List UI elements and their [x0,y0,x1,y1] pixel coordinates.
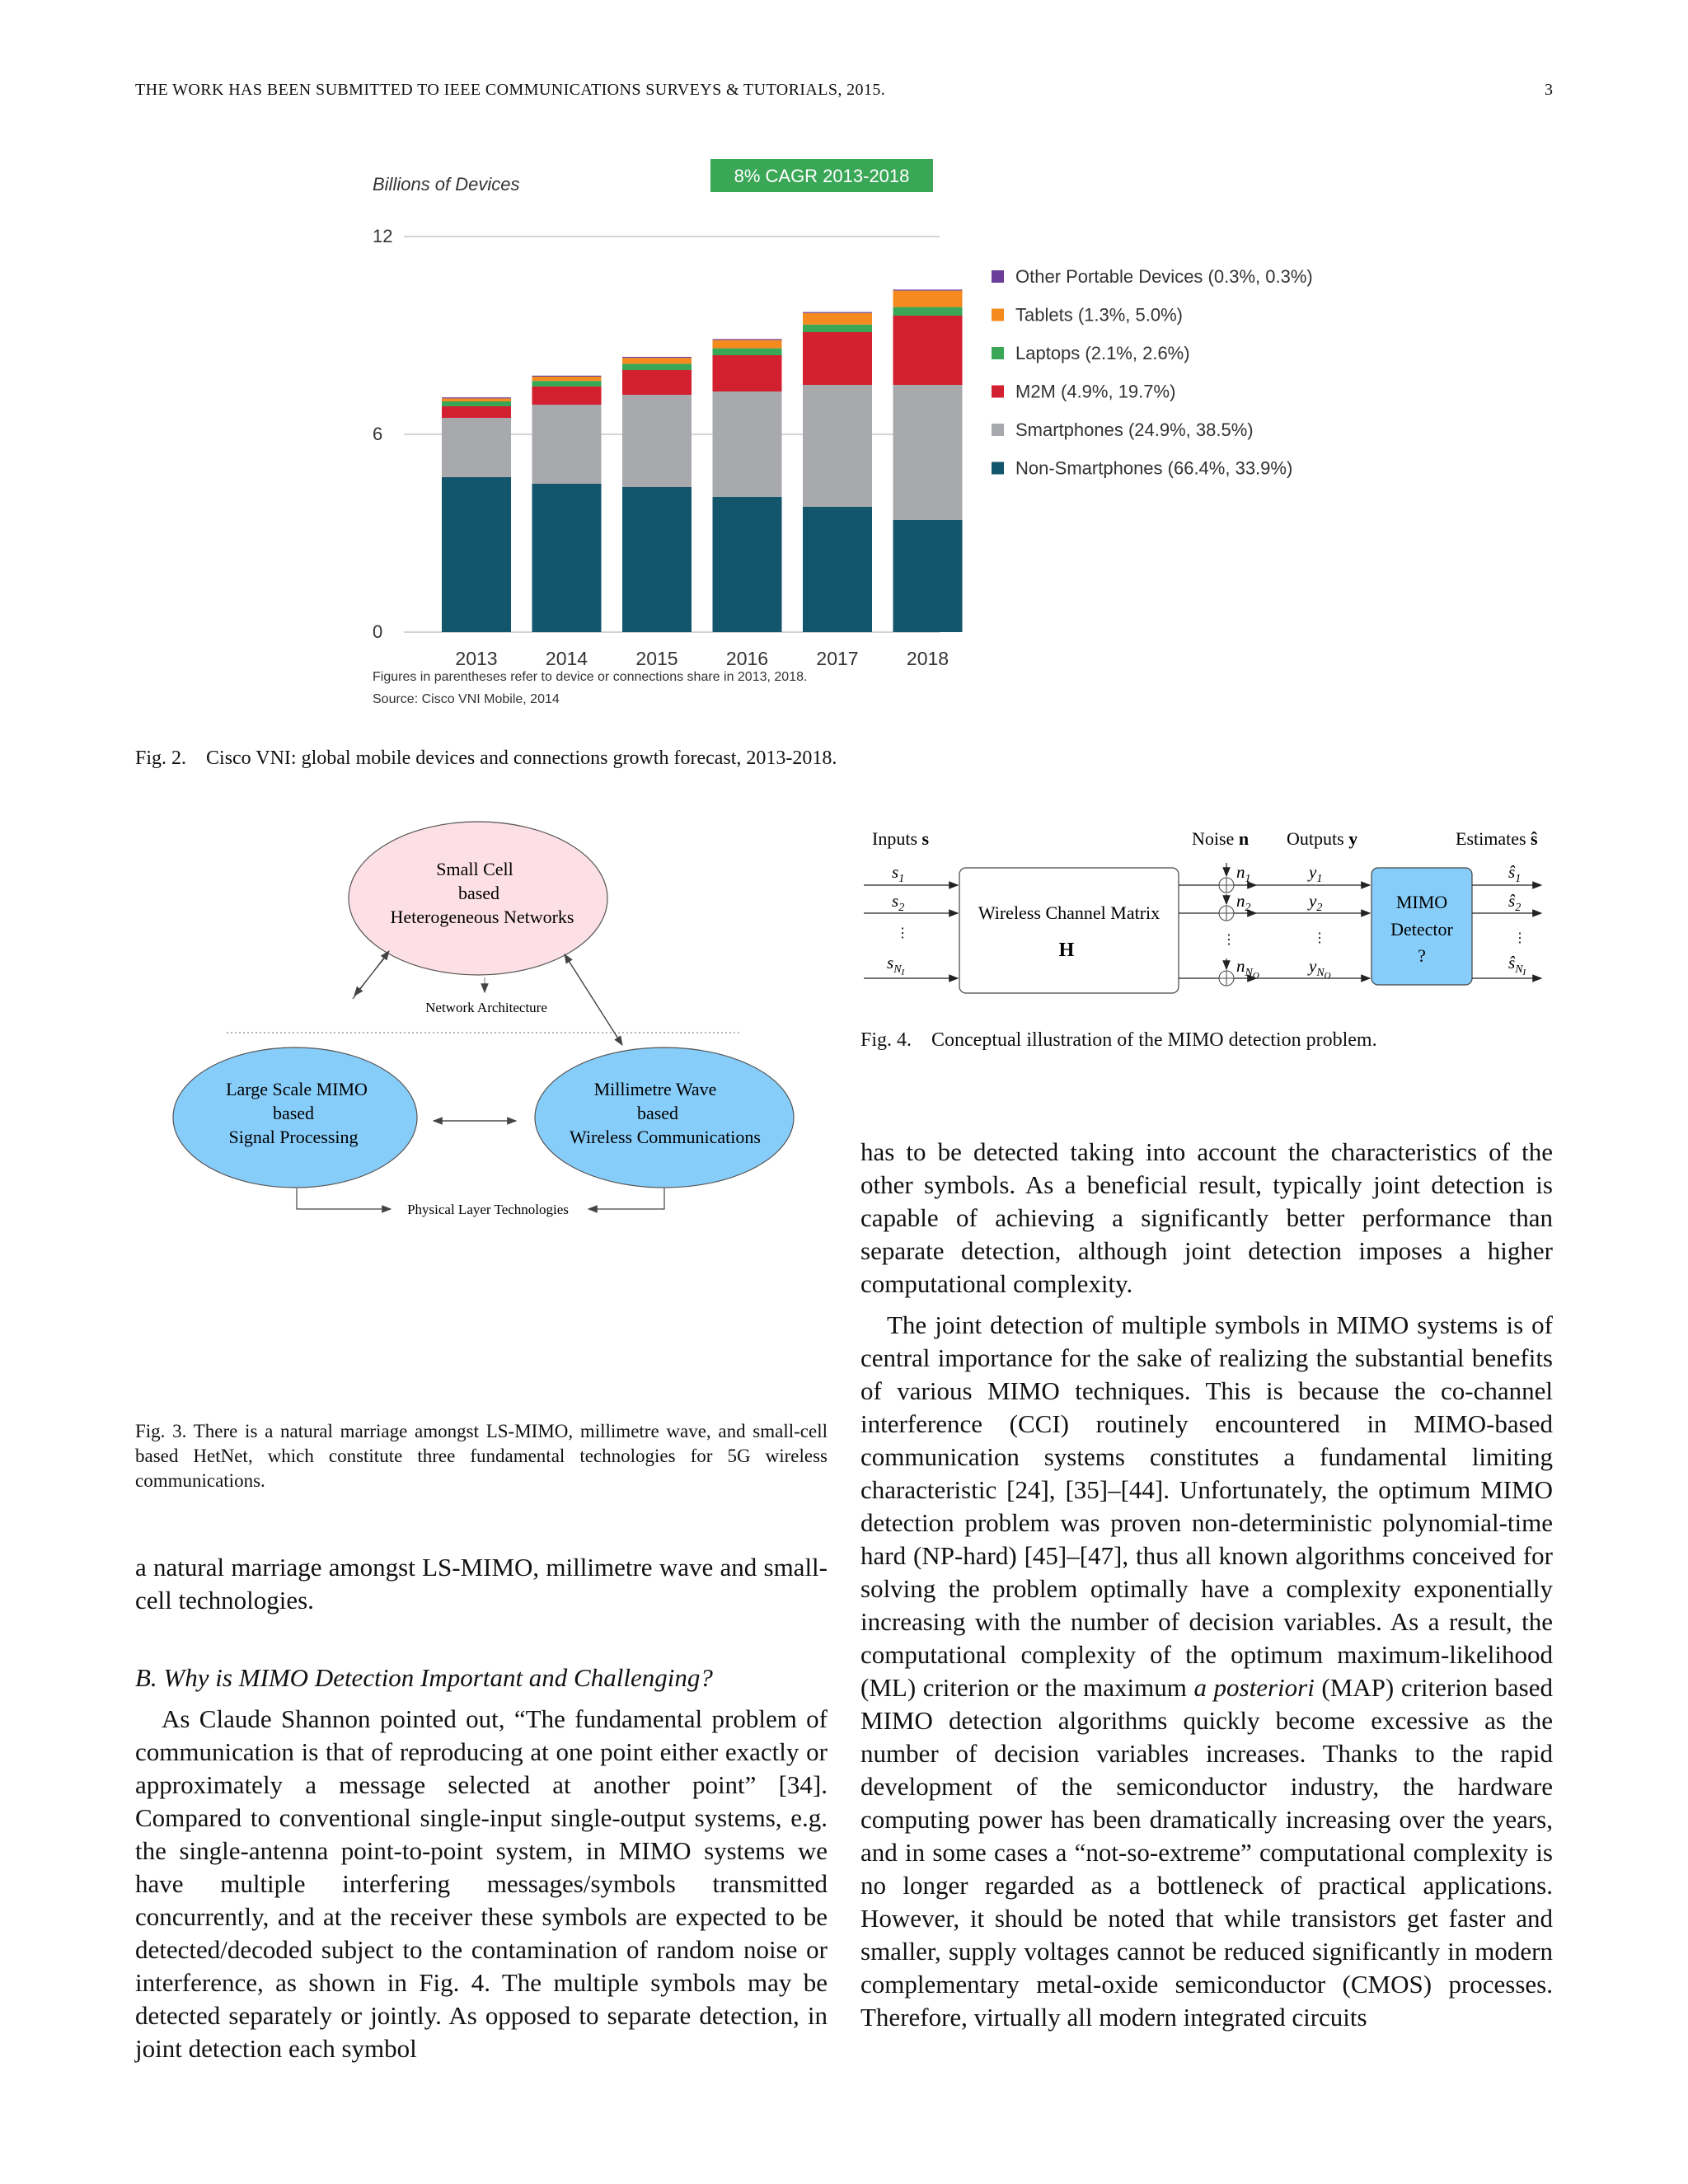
physical-layer-bracket-right [588,1188,664,1209]
channel-matrix-box [959,868,1179,993]
bar-segment [622,370,692,395]
noise-n2: $n_2$ [1236,891,1251,914]
outputs-label: Outputs y [1287,828,1358,849]
legend-label: Non-Smartphones (66.4%, 33.9%) [1015,457,1293,479]
bar-segment [622,363,692,370]
bar-segment [893,316,963,385]
chart-y-ticks [373,226,392,642]
fig3-caption: Fig. 3. There is a natural marriage amongst LS-MIMO, millimetre wave, and small-cell based HetNet, which constitute three fundamental technologies for 5G wireless communications. [135,1421,828,1491]
output-dots: ⋮ [1313,931,1326,945]
left-paragraph: As Claude Shannon pointed out, “The fundamental problem of communication is that of reproducing at one point either exactly or approximately a message selected at another point” [34]. Compared to conventional single-input single-output systems, e.g. the single-antenna point-to-point system, in MIMO systems we have multiple interfering messages/symbols transmitted concurrently, and at the receiver these symbols are expected to be detected/decoded subject to the contamination of random noise or interference, as shown in Fig. 4. The multiple symbols may be detected separately or jointly. As opposed to separate detection, in joint detection each symbol [135,1704,828,2063]
physical-layer-bracket-left [297,1188,391,1209]
legend-swatch [992,386,1004,398]
y-tick-label: 6 [373,424,383,444]
output-y1: $y_1$ [1309,862,1323,885]
chart-bars [442,289,963,632]
legend-label: Smartphones (24.9%, 38.5%) [1015,419,1254,440]
lsmimo-line3: Signal Processing [228,1127,359,1147]
x-tick-label: 2017 [816,648,859,669]
bar-segment [532,381,602,387]
legend-label: Tablets (1.3%, 5.0%) [1015,304,1183,326]
running-head: THE WORK HAS BEEN SUBMITTED TO IEEE COMMUNICATIONS SURVEYS & TUTORIALS, 2015. [135,81,886,99]
bar-segment [442,406,511,418]
bar-segment [713,340,782,349]
bar-segment [622,487,692,632]
detector-line1: MIMO [1395,892,1448,912]
left-column-body [135,1703,828,2065]
chart-ylabel: Billions of Devices [373,174,520,194]
x-tick-label: 2013 [455,648,498,669]
mmwave-line2: based [636,1103,679,1123]
mmwave-line3: Wireless Communications [570,1127,761,1147]
page-number: 3 [1545,81,1553,99]
input-dots: ⋮ [896,926,909,940]
adder-dots: ⋮ [1222,933,1236,947]
bar-segment [713,391,782,497]
bar-segment [622,395,692,487]
bar-segment [713,349,782,355]
estimate-dots: ⋮ [1513,931,1526,945]
legend-label: M2M (4.9%, 19.7%) [1015,381,1176,402]
x-tick-label: 2014 [545,648,588,669]
cagr-badge-text: 8% CAGR 2013-2018 [734,166,910,186]
noise-n1: $n_1$ [1236,862,1251,885]
left-top-arrow [353,951,389,999]
bar-segment [803,332,872,385]
legend-swatch [992,462,1004,475]
estimates-label: Estimates ŝ [1456,828,1538,849]
bar-segment [893,289,963,290]
channel-matrix-symbol: H [1058,940,1075,961]
legend-swatch [992,309,1004,321]
bar-segment [893,385,963,520]
smallcell-line1: Small Cell [436,859,513,879]
bar-segment [442,401,511,406]
bar-segment [803,325,872,332]
noise-nno: $n_{N_O}$ [1236,956,1259,981]
right-paragraph-2: The joint detection of multiple symbols in MIMO systems is of central importance for the sake of realizing the substantial benefits of various MIMO techniques. This is because the co-channel interference (CCI) routinely encountered in MIMO-based communication systems constitutes a fundamental limiting characteristic [24], [35]–[44]. Unfortunately, the optimum MIMO detection problem was proven non-deterministic polynomial-time hard (NP-hard) [45]–[47], thus all known algorithms conceived for solving the problem optimally have a complexity exponentially increasing with the number of decision variables. As a result, the computational complexity of the optimum maximum-likelihood (ML) criterion or the maximum a posteriori (MAP) criterion based MIMO detection algorithms quickly become excessive as the number of decision variables increases. Thanks to the rapid development of the semiconductor industry, the hardware computing power has been dramatically increasing over the years, and in some cases a “not-so-extreme” computational complexity is no longer regarded as a bottleneck of practical applications. However, it should be noted that while transistors get faster and smaller, supply voltages cannot be reduced significantly in modern complementary metal-oxide semiconductor (CMOS) processes. Therefore, virtually all modern integrated circuits [860,1310,1553,2032]
bar-segment [713,339,782,340]
x-tick-label: 2015 [635,648,678,669]
estimate-snt: $ŝ_{N_I}$ [1508,953,1526,977]
smallcell-line3: Heterogeneous Networks [390,907,574,927]
fig2-chart [363,152,1352,721]
fig3-diagram [165,816,808,1244]
legend-swatch [992,270,1004,283]
bar-segment [442,397,511,398]
bar-segment [532,484,602,632]
smallcell-line2: based [457,883,500,903]
chart-x-ticks [455,648,949,669]
bar-segment [532,405,602,484]
physical-layer-label: Physical Layer Technologies [407,1202,569,1217]
right-column [860,1136,1553,2034]
estimate-s1: $ŝ_1$ [1508,862,1522,885]
bar-segment [713,355,782,391]
input-s1: $s_1$ [892,862,905,885]
lsmimo-line1: Large Scale MIMO [226,1079,368,1099]
estimate-s2: $ŝ_2$ [1508,891,1522,914]
y-tick-label: 12 [373,226,393,246]
output-yno: $y_{N_O}$ [1309,956,1331,981]
chart-footnote-2: Source: Cisco VNI Mobile, 2014 [373,692,560,706]
bar-segment [532,387,602,405]
bar-segment [893,520,963,632]
left-top-paragraph: a natural marriage amongst LS-MIMO, millimetre wave and small-cell technologies. [135,1553,828,1615]
x-tick-label: 2018 [906,648,950,669]
bar-segment [442,477,511,632]
bar-segment [803,312,872,313]
channel-matrix-label: Wireless Channel Matrix [978,902,1160,923]
bar-segment [713,497,782,632]
bar-segment [532,376,602,377]
bar-segment [442,398,511,401]
fig2-caption: Fig. 2. Cisco VNI: global mobile devices and connections growth forecast, 2013-2018. [135,748,837,769]
legend-label: Laptops (2.1%, 2.6%) [1015,343,1190,363]
left-column-top [135,1551,828,1617]
right-paragraph-1: has to be detected taking into account the characteristics of the other symbols. As a beneficial result, typically joint detection is capable of achieving a significantly better performance than separate detection, although joint detection imposes a higher computational complexity. [860,1137,1553,1298]
noise-label: Noise n [1192,828,1250,849]
bar-segment [803,507,872,632]
detector-line2: Detector [1390,919,1453,940]
legend-label: Other Portable Devices (0.3%, 0.3%) [1015,266,1313,287]
bar-segment [532,377,602,381]
bar-segment [893,291,963,307]
fig4-diagram [857,820,1566,1026]
mmwave-line1: Millimetre Wave [593,1079,717,1099]
section-heading: B. Why is MIMO Detection Important and Challenging? [135,1663,713,1692]
input-snt: $s_{N_I}$ [887,953,905,977]
chart-legend [992,266,1313,479]
lsmimo-line2: based [272,1103,315,1123]
y-tick-label: 0 [373,621,383,642]
x-tick-label: 2016 [725,648,769,669]
bar-segment [893,307,963,316]
bar-segment [622,357,692,358]
bar-segment [803,313,872,325]
bar-segment [622,358,692,363]
input-s2: $s_2$ [892,891,905,914]
right-top-arrow [565,954,622,1045]
fig4-caption: Fig. 4. Conceptual illustration of the MIMO detection problem. [860,1029,1377,1051]
legend-swatch [992,347,1004,359]
output-y2: $y_2$ [1309,891,1323,914]
bar-segment [803,385,872,507]
bar-segment [442,418,511,477]
legend-swatch [992,424,1004,436]
network-architecture-label: Network Architecture [425,1000,547,1015]
inputs-label: Inputs s [872,828,930,849]
detector-line3: ? [1418,945,1426,966]
chart-footnote-1: Figures in parentheses refer to device or connections share in 2013, 2018. [373,670,808,684]
